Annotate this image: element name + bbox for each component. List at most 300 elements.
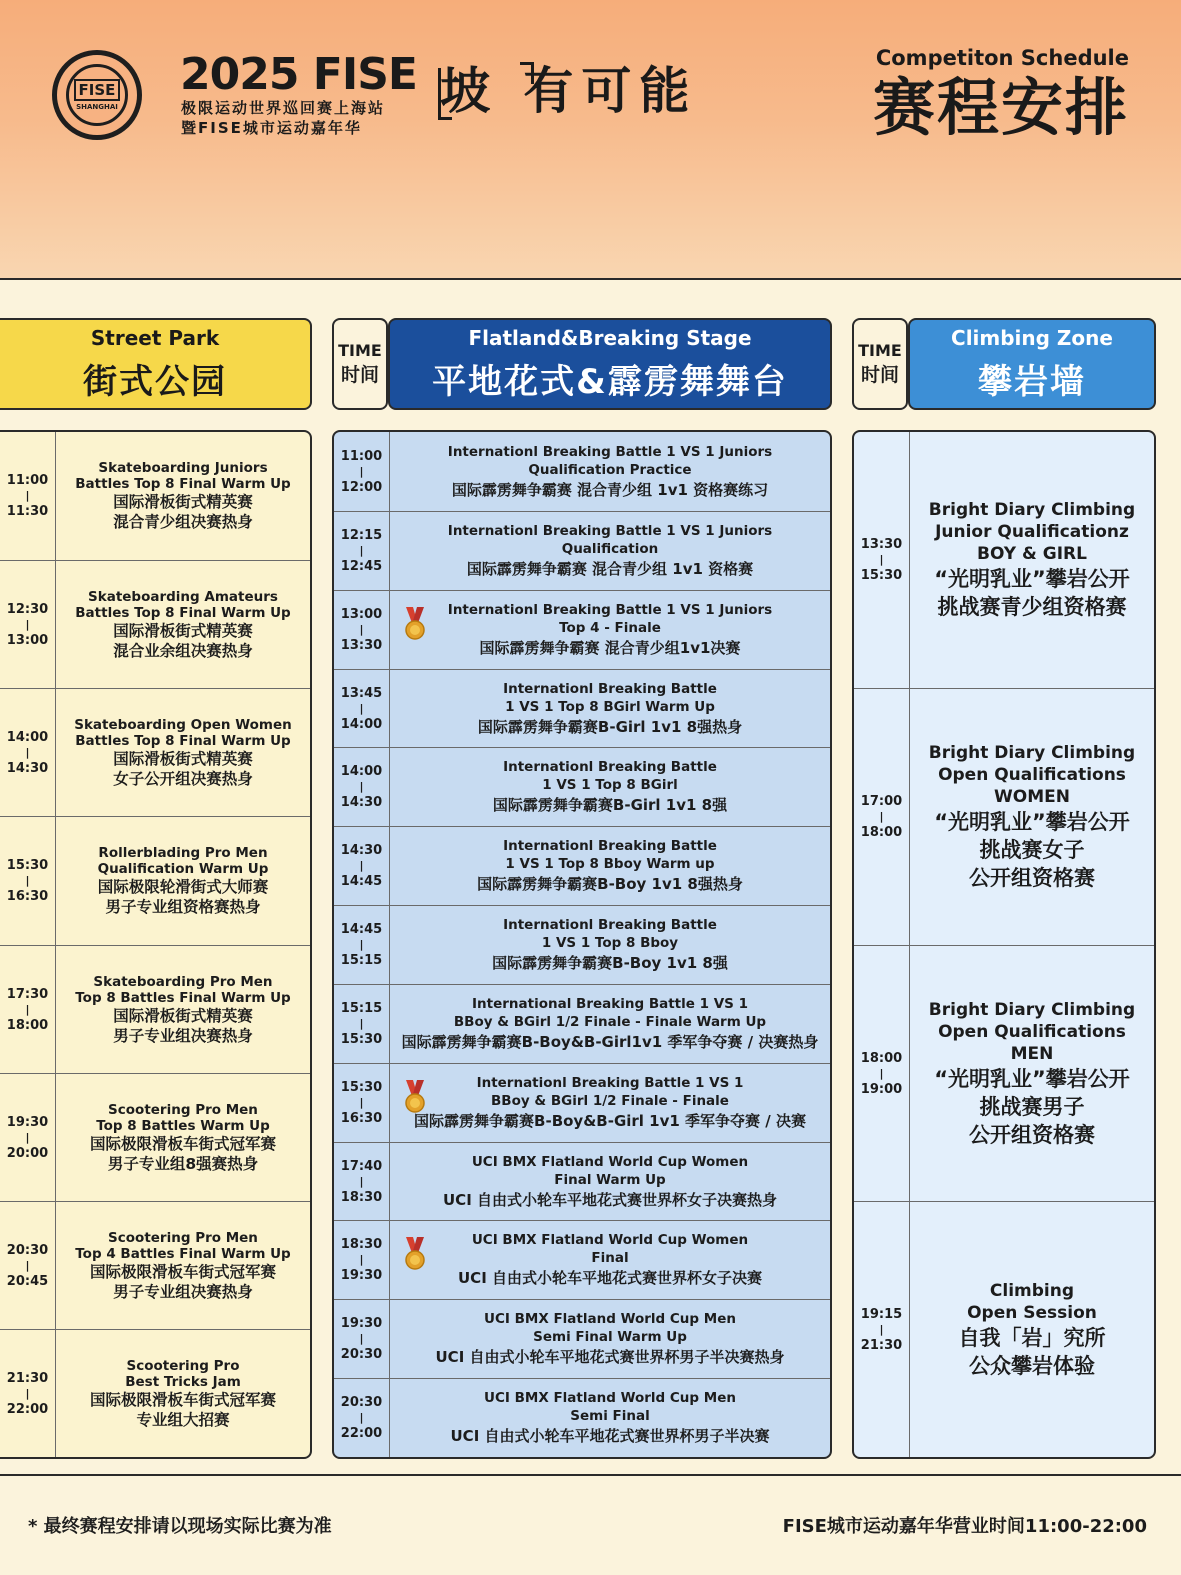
- end-time: 22:00: [340, 1426, 383, 1441]
- event-name-en-line: 1 VS 1 Top 8 Bboy Warm up: [505, 856, 715, 872]
- event-name-en-line: Internationl Breaking Battle: [503, 759, 717, 775]
- flat-event-row: [334, 826, 830, 905]
- time-separator: |: [25, 1130, 30, 1144]
- event-name-en-line: WOMEN: [994, 787, 1070, 807]
- start-time: 19:30: [6, 1114, 49, 1130]
- event-name-en: [448, 601, 772, 637]
- flat-event-row: [334, 511, 830, 590]
- time-separator: |: [25, 489, 30, 502]
- event-name-en: [75, 974, 290, 1006]
- flat-event-cell: [390, 512, 830, 590]
- event-name-en: [448, 522, 772, 558]
- event-name-cn: [90, 1390, 276, 1430]
- event-name-cn-line: 国际滑板街式精英赛: [113, 749, 253, 768]
- street-time-cell: [0, 561, 56, 688]
- end-time: 21:30: [860, 1337, 903, 1353]
- event-name-cn-line: “光明乳业”攀岩公开: [934, 810, 1130, 834]
- event-name-cn-line: UCI 自由式小轮车平地花式赛世界杯男子半决赛热身: [435, 1348, 785, 1366]
- start-time: 17:40: [340, 1158, 383, 1174]
- event-name-cn-line: 国际极限滑板车街式冠军赛: [89, 1134, 276, 1153]
- flatland-title-en: Flatland&Breaking Stage: [468, 325, 752, 350]
- header-banner: [0, 0, 1181, 280]
- event-name-cn-line: “光明乳业”攀岩公开: [934, 1066, 1130, 1091]
- end-time: 20:30: [340, 1347, 383, 1362]
- event-name-en-line: Internationl Breaking Battle 1 VS 1 Juniors: [447, 443, 773, 460]
- end-time: 18:00: [6, 1017, 49, 1033]
- event-name-cn-line: UCI 自由式小轮车平地花式赛世界杯男子半决赛: [450, 1427, 770, 1445]
- start-time: 14:00: [6, 729, 49, 745]
- event-name-cn: [452, 479, 768, 501]
- end-time: 20:45: [6, 1273, 49, 1289]
- event-name-en-line: BBoy & BGirl 1/2 Finale - Finale Warm Up: [453, 1014, 767, 1030]
- event-name-en-line: Semi Final: [570, 1408, 650, 1424]
- event-name-en-line: International Breaking Battle 1 VS 1: [472, 996, 748, 1012]
- end-time: 16:30: [6, 889, 49, 904]
- flatland-breaking-header: [388, 318, 832, 410]
- event-name-en-line: BBoy & BGirl 1/2 Finale - Finale: [491, 1093, 729, 1109]
- street-event-cell: [56, 1202, 310, 1329]
- flat-time-cell: [334, 985, 390, 1063]
- event-name-cn: [478, 716, 742, 738]
- time-label-cn: 时间: [860, 364, 899, 386]
- event-name-en-line: UCI BMX Flatland World Cup Men: [484, 1390, 736, 1406]
- street-park-schedule: [0, 430, 312, 1459]
- event-name-en: [503, 680, 717, 716]
- event-name-en-line: Skateboarding Amateurs: [88, 588, 278, 605]
- event-name-en: [454, 995, 766, 1031]
- time-separator: |: [25, 617, 30, 631]
- flat-time-cell: [334, 1143, 390, 1220]
- time-separator: |: [359, 1411, 364, 1424]
- event-name-cn-line: 挑战赛男子: [979, 1094, 1085, 1119]
- event-name-en-line: Top 4 Battles Final Warm Up: [75, 1245, 291, 1262]
- event-name-en: [125, 1358, 241, 1390]
- event-name-en-line: Skateboarding Pro Men: [93, 973, 273, 990]
- flat-time-cell: [334, 432, 390, 511]
- event-name-cn-line: 挑战赛女子: [979, 838, 1085, 862]
- climb-time-cell: [854, 946, 910, 1201]
- event-name-cn-line: UCI 自由式小轮车平地花式赛世界杯女子决赛热身: [443, 1190, 777, 1209]
- event-name-en: [74, 717, 292, 749]
- end-time: 12:45: [340, 559, 383, 574]
- flat-event-cell: [390, 1143, 830, 1220]
- event-name-cn-line: 混合业余组决赛热身: [113, 641, 253, 660]
- event-name-en: [929, 499, 1135, 565]
- brand-subtitle-2: 暨FISE城市运动嘉年华: [181, 119, 362, 137]
- event-name-cn: [436, 1346, 785, 1368]
- flat-event-cell: [390, 1064, 830, 1142]
- logo-sub: SHANGHAI: [76, 103, 118, 111]
- start-time: 11:00: [6, 473, 49, 488]
- event-name-en: [75, 1230, 290, 1262]
- climb-time-cell: [854, 1202, 910, 1457]
- event-name-en-line: Internationl Breaking Battle: [503, 917, 717, 933]
- event-name-en-line: Best Tricks Jam: [125, 1373, 241, 1390]
- street-time-cell: [0, 817, 56, 945]
- flat-time-cell: [334, 1379, 390, 1457]
- end-time: 14:30: [340, 795, 383, 810]
- end-time: 22:00: [6, 1401, 49, 1417]
- end-time: 18:30: [340, 1189, 383, 1205]
- flat-time-cell: [334, 591, 390, 669]
- flat-time-cell: [334, 906, 390, 984]
- flatland-title-cn: 平地花式&霹雳舞舞台: [432, 361, 788, 402]
- flat-event-row: [334, 747, 830, 826]
- event-name-en-line: Bright Diary Climbing: [928, 743, 1136, 763]
- street-event-cell: [56, 1074, 310, 1201]
- event-name-en-line: Internationl Breaking Battle: [503, 838, 717, 854]
- start-time: 12:15: [340, 528, 383, 543]
- street-park-header: [0, 318, 312, 410]
- flat-event-cell: [390, 432, 830, 511]
- time-separator: |: [359, 1332, 364, 1345]
- event-name-cn-line: 国际霹雳舞争霸赛B-Girl 1v1 8强: [492, 796, 728, 814]
- event-name-cn-line: 挑战赛青少组资格赛: [937, 595, 1127, 619]
- climb-event-row: [854, 688, 1154, 945]
- street-event-cell: [56, 432, 310, 560]
- schedule-title-en: Competiton Schedule: [875, 46, 1129, 70]
- event-name-en-line: Skateboarding Juniors: [98, 460, 268, 476]
- event-name-en-line: MEN: [1010, 1043, 1054, 1064]
- climb-event-cell: [910, 689, 1154, 945]
- event-name-en-line: BOY & GIRL: [977, 544, 1087, 564]
- street-event-row: [0, 1201, 310, 1329]
- event-name-en-line: Qualification Practice: [528, 461, 692, 478]
- event-name-en: [472, 1231, 748, 1267]
- start-time: 14:30: [340, 843, 383, 858]
- flat-event-row: [334, 1142, 830, 1220]
- event-name-cn-line: 国际滑板街式精英赛: [113, 493, 253, 511]
- end-time: 16:30: [340, 1111, 383, 1126]
- event-name-en-line: 1 VS 1 Top 8 BGirl Warm Up: [505, 698, 715, 715]
- time-label-en: TIME: [858, 341, 902, 360]
- footer-opening-hours: FISE城市运动嘉年华营业时间11:00-22:00: [782, 1516, 1147, 1537]
- event-name-cn-line: 国际极限滑板车街式冠军赛: [89, 1262, 276, 1281]
- event-name-cn-line: UCI 自由式小轮车平地花式赛世界杯女子决赛: [458, 1269, 762, 1287]
- start-time: 20:30: [340, 1395, 383, 1410]
- event-name-cn: [414, 1110, 806, 1132]
- time-separator: |: [879, 553, 884, 566]
- event-name-en-line: Bright Diary Climbing: [928, 500, 1136, 520]
- start-time: 17:30: [6, 986, 49, 1002]
- event-name-cn-line: 国际霹雳舞争霸赛B-Boy 1v1 8强热身: [477, 875, 743, 893]
- time-separator: |: [879, 810, 884, 823]
- event-name-en-line: Scootering Pro Men: [108, 1229, 258, 1246]
- time-separator: |: [359, 544, 364, 557]
- street-time-cell: [0, 1330, 56, 1457]
- event-name-en-line: Bright Diary Climbing: [928, 999, 1136, 1020]
- time-separator: |: [359, 1253, 364, 1266]
- event-name-en-line: Skateboarding Open Women: [74, 716, 292, 733]
- climb-event-cell: [910, 946, 1154, 1201]
- flat-time-cell: [334, 1221, 390, 1299]
- time-separator: |: [359, 701, 364, 715]
- time-separator: |: [359, 464, 364, 478]
- event-name-en-line: UCI BMX Flatland World Cup Women: [471, 1232, 749, 1248]
- event-name-en-line: Internationl Breaking Battle 1 VS 1: [476, 1075, 744, 1091]
- end-time: 15:15: [340, 953, 383, 968]
- event-name-en-line: Final Warm Up: [554, 1171, 666, 1188]
- flat-event-row: [334, 1063, 830, 1142]
- time-separator: |: [359, 623, 364, 636]
- event-name-en: [477, 1074, 744, 1110]
- flat-time-cell: [334, 512, 390, 590]
- event-name-cn-line: 国际极限轮滑街式大师赛: [97, 878, 269, 896]
- flat-event-row: [334, 1378, 830, 1457]
- climbing-zone-header: [908, 318, 1156, 410]
- time-separator: |: [879, 1066, 884, 1080]
- event-name-en-line: Battles Top 8 Final Warm Up: [75, 476, 291, 492]
- fise-logo-inner: [66, 64, 128, 126]
- climbing-title-en: Climbing Zone: [951, 325, 1113, 350]
- event-name-cn-line: 国际霹雳舞争霸赛 混合青少组 1v1 资格赛练习: [451, 480, 769, 499]
- event-name-cn-line: 女子公开组决赛热身: [113, 769, 253, 788]
- end-time: 14:45: [340, 874, 383, 889]
- end-time: 15:30: [340, 1032, 383, 1047]
- brand-subtitle-1: 极限运动世界巡回赛上海站: [181, 99, 386, 117]
- event-name-cn-line: 公众攀岩体验: [969, 1353, 1095, 1378]
- time-separator: |: [25, 1002, 30, 1016]
- start-time: 15:15: [340, 1001, 383, 1016]
- event-name-cn: [113, 1006, 253, 1046]
- flat-event-cell: [390, 827, 830, 905]
- end-time: 19:30: [340, 1268, 383, 1283]
- event-name-en-line: Open Session: [967, 1302, 1097, 1323]
- event-name-cn: [492, 952, 728, 974]
- end-time: 20:00: [6, 1145, 49, 1161]
- time-separator: |: [25, 1258, 30, 1272]
- end-time: 11:30: [6, 504, 49, 519]
- time-separator: |: [359, 938, 364, 951]
- start-time: 17:00: [860, 794, 903, 809]
- time-label-cn: 时间: [340, 364, 379, 386]
- event-name-cn-line: 国际滑板街式精英赛: [113, 621, 253, 640]
- climbing-title-cn: 攀岩墙: [978, 361, 1086, 402]
- climb-event-cell: [910, 432, 1154, 688]
- event-name-en: [503, 758, 717, 794]
- end-time: 15:30: [860, 568, 903, 583]
- flat-event-row: [334, 590, 830, 669]
- event-name-cn: [934, 808, 1130, 892]
- end-time: 14:00: [340, 716, 383, 732]
- event-name-en: [448, 443, 772, 479]
- start-time: 15:30: [340, 1080, 383, 1095]
- footer-disclaimer: * 最终赛程安排请以现场实际比赛为准: [28, 1516, 332, 1537]
- event-name-en-line: Internationl Breaking Battle 1 VS 1 Juniors: [447, 523, 773, 539]
- event-name-cn-line: 混合青少组决赛热身: [113, 513, 253, 531]
- end-time: 19:00: [860, 1081, 903, 1097]
- event-name-cn-line: 男子专业组决赛热身: [113, 1026, 253, 1045]
- event-name-cn-line: “光明乳业”攀岩公开: [934, 567, 1130, 591]
- flat-event-row: [334, 1220, 830, 1299]
- event-name-en-line: Final: [591, 1250, 629, 1266]
- event-name-cn: [477, 873, 743, 895]
- event-name-en-line: Internationl Breaking Battle: [503, 680, 717, 697]
- start-time: 19:15: [860, 1306, 903, 1322]
- street-event-cell: [56, 946, 310, 1073]
- event-name-en-line: 1 VS 1 Top 8 BGirl: [542, 777, 678, 793]
- climb-event-cell: [910, 1202, 1154, 1457]
- climb-time-cell: [854, 689, 910, 945]
- start-time: 19:30: [340, 1316, 383, 1331]
- time-separator: |: [359, 780, 364, 793]
- event-name-cn-line: 国际霹雳舞争霸赛B-Boy&B-Girl 1v1 季军争夺赛 / 决赛: [414, 1112, 806, 1130]
- end-time: 18:00: [860, 825, 903, 840]
- start-time: 13:45: [340, 685, 383, 701]
- event-name-cn: [113, 621, 253, 661]
- event-name-en: [484, 1310, 736, 1346]
- flat-event-row: [334, 1299, 830, 1378]
- climb-event-row: [854, 432, 1154, 688]
- event-name-cn: [934, 1065, 1130, 1149]
- logo-text: FISE: [74, 79, 121, 101]
- event-name-en-line: Top 8 Battles Final Warm Up: [75, 989, 291, 1006]
- street-event-row: [0, 945, 310, 1073]
- event-name-cn: [113, 492, 253, 532]
- end-time: 13:00: [6, 632, 49, 648]
- brand-title: 2025 FISE: [180, 49, 417, 100]
- event-name-cn: [480, 637, 741, 659]
- event-name-cn: [467, 558, 753, 580]
- climb-event-row: [854, 945, 1154, 1201]
- event-name-en: [503, 837, 717, 873]
- flat-time-cell: [334, 1300, 390, 1378]
- event-name-en-line: Rollerblading Pro Men: [98, 845, 268, 861]
- flat-event-cell: [390, 985, 830, 1063]
- event-name-cn: [90, 1134, 276, 1174]
- street-event-row: [0, 688, 310, 816]
- end-time: 14:30: [6, 760, 49, 776]
- start-time: 20:30: [6, 1242, 49, 1258]
- event-name-en-line: Open Qualifications: [938, 765, 1126, 785]
- event-name-en-line: Battles Top 8 Final Warm Up: [75, 604, 291, 621]
- event-name-en: [484, 1389, 736, 1425]
- street-event-row: [0, 560, 310, 688]
- event-name-en-line: Scootering Pro: [126, 1357, 240, 1374]
- event-name-cn-line: 公开组资格赛: [968, 866, 1095, 890]
- event-name-cn-line: 国际极限滑板车街式冠军赛: [89, 1390, 276, 1409]
- event-name-en: [967, 1280, 1097, 1324]
- event-name-en-line: Qualification Warm Up: [97, 861, 269, 877]
- event-name-cn: [959, 1324, 1106, 1380]
- event-name-cn: [98, 877, 269, 917]
- flat-event-cell: [390, 1300, 830, 1378]
- event-name-cn-line: 国际霹雳舞争霸赛B-Boy&B-Girl1v1 季军争夺赛 / 决赛热身: [401, 1033, 819, 1051]
- time-separator: |: [25, 1386, 30, 1400]
- start-time: 13:30: [860, 537, 903, 552]
- event-name-en-line: Battles Top 8 Final Warm Up: [75, 732, 291, 749]
- street-time-cell: [0, 689, 56, 816]
- event-name-en-line: UCI BMX Flatland World Cup Men: [484, 1311, 736, 1327]
- event-name-en-line: Scootering Pro Men: [108, 1101, 258, 1118]
- event-name-en-line: Open Qualifications: [938, 1021, 1126, 1042]
- event-name-cn-line: 公开组资格赛: [968, 1122, 1095, 1147]
- event-name-cn: [402, 1031, 819, 1053]
- climb-event-row: [854, 1201, 1154, 1457]
- flat-time-cell: [334, 748, 390, 826]
- street-time-cell: [0, 432, 56, 560]
- flat-event-row: [334, 432, 830, 511]
- street-park-title-en: Street Park: [90, 325, 220, 350]
- climb-time-header: [852, 318, 908, 410]
- start-time: 21:30: [6, 1370, 49, 1386]
- fise-logo-badge: [52, 50, 142, 140]
- event-name-en-line: Top 4 - Finale: [559, 620, 661, 636]
- flat-event-cell: [390, 591, 830, 669]
- event-name-en-line: 1 VS 1 Top 8 Bboy: [541, 935, 679, 951]
- climb-time-cell: [854, 432, 910, 688]
- street-time-cell: [0, 1074, 56, 1201]
- time-label-en: TIME: [338, 341, 382, 360]
- street-event-row: [0, 1329, 310, 1457]
- event-name-cn: [493, 794, 727, 816]
- time-separator: |: [879, 1322, 884, 1336]
- start-time: 11:00: [340, 448, 383, 464]
- street-event-cell: [56, 689, 310, 816]
- end-time: 12:00: [340, 479, 383, 495]
- gold-medal-icon: [402, 1080, 428, 1114]
- event-name-cn: [113, 749, 253, 789]
- event-name-en: [472, 1153, 748, 1189]
- gold-medal-icon: [402, 607, 428, 641]
- start-time: 15:30: [6, 858, 49, 873]
- flat-event-cell: [390, 906, 830, 984]
- flatland-breaking-schedule: [332, 430, 832, 1459]
- start-time: 12:30: [6, 601, 49, 617]
- event-name-en: [929, 742, 1135, 808]
- event-name-en: [929, 999, 1135, 1065]
- start-time: 14:00: [340, 764, 383, 779]
- event-name-cn: [90, 1262, 276, 1302]
- climbing-zone-schedule: [852, 430, 1156, 1459]
- event-name-cn-line: 男子专业组决赛热身: [113, 1282, 253, 1301]
- street-event-cell: [56, 817, 310, 945]
- gold-medal-icon: [402, 1237, 428, 1271]
- street-park-title-cn: 街式公园: [83, 361, 227, 402]
- event-name-en-line: Internationl Breaking Battle 1 VS 1 Juniors: [447, 602, 773, 618]
- event-name-cn-line: 男子专业组8强赛热身: [107, 1154, 259, 1173]
- flat-event-row: [334, 669, 830, 747]
- flat-time-header: [332, 318, 388, 410]
- event-name-en: [75, 589, 290, 621]
- schedule-title-cn: 赛程安排: [872, 71, 1129, 144]
- slogan: 坡 有可能: [440, 62, 698, 120]
- event-name-en-line: Junior Qualificationz: [935, 522, 1129, 542]
- event-name-en: [96, 1102, 270, 1134]
- event-name-cn-line: 国际霹雳舞争霸赛B-Boy 1v1 8强: [492, 954, 728, 972]
- start-time: 18:30: [340, 1237, 383, 1252]
- flat-time-cell: [334, 1064, 390, 1142]
- event-name-cn: [443, 1189, 777, 1211]
- street-event-row: [0, 1073, 310, 1201]
- flat-event-cell: [390, 670, 830, 747]
- event-name-en: [98, 845, 269, 877]
- event-name-en: [75, 460, 290, 492]
- event-name-cn: [934, 565, 1130, 621]
- event-name-en-line: Climbing: [989, 1280, 1075, 1301]
- time-separator: |: [25, 745, 30, 759]
- event-name-en-line: Top 8 Battles Warm Up: [96, 1117, 270, 1134]
- flat-event-cell: [390, 1221, 830, 1299]
- start-time: 14:45: [340, 922, 383, 937]
- flat-event-cell: [390, 1379, 830, 1457]
- event-name-cn-line: 国际霹雳舞争霸赛B-Girl 1v1 8强热身: [477, 717, 743, 736]
- street-event-cell: [56, 1330, 310, 1457]
- street-event-row: [0, 432, 310, 560]
- flat-event-row: [334, 984, 830, 1063]
- event-name-en-line: Semi Final Warm Up: [533, 1329, 687, 1345]
- time-separator: |: [359, 1096, 364, 1109]
